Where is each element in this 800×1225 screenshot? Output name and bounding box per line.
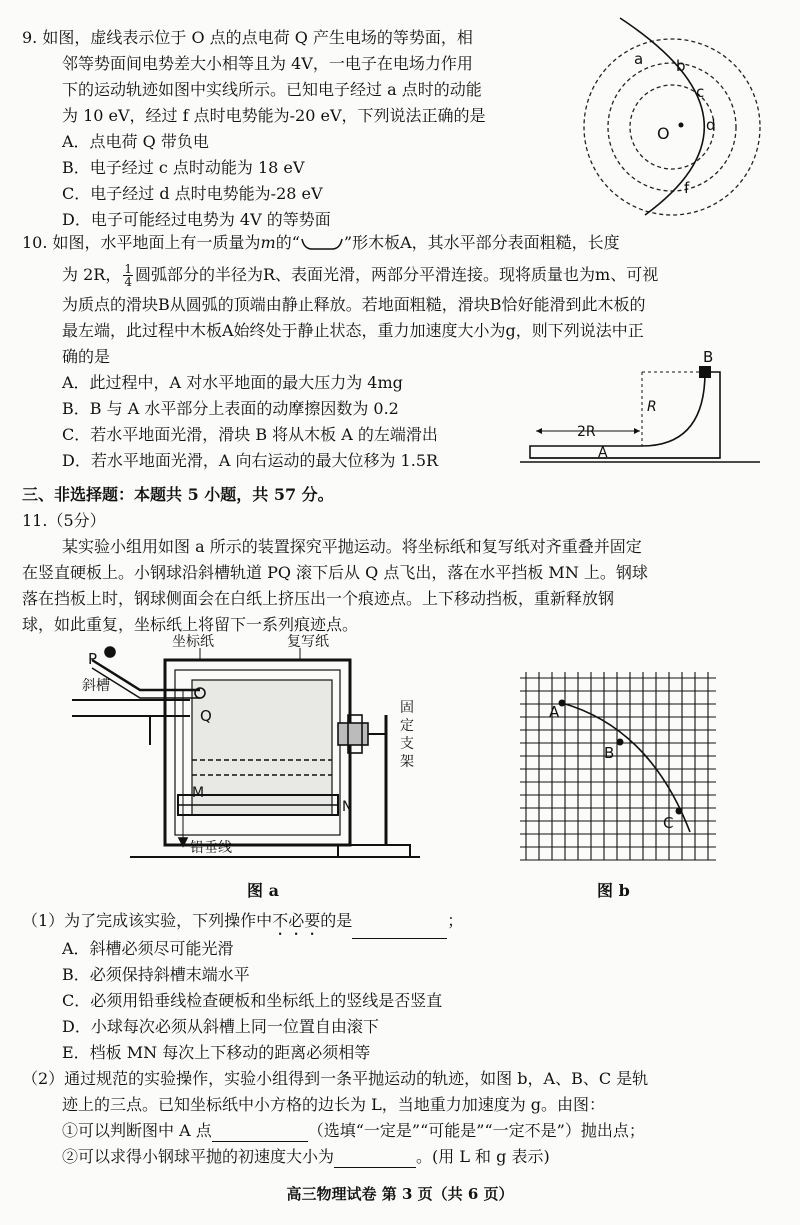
caption-figure-b: 图 b	[597, 881, 630, 900]
label-point-a: A	[549, 703, 560, 721]
trajectory-curve	[562, 703, 690, 832]
answer-blank-3[interactable]	[334, 1151, 416, 1168]
q11-intro-4: 球，如此重复，坐标纸上将留下一系列痕迹点。	[22, 615, 359, 634]
q11-intro-3: 落在挡板上时，钢球侧面会在白纸上挤压出一个痕迹点。上下移动挡板，重新释放钢	[22, 589, 615, 608]
q10-option-c: C．若水平地面光滑，滑块 B 将从木板 A 的左端滑出	[62, 425, 438, 444]
q10-line-2-a: 为 2R，	[62, 265, 122, 284]
q11-intro-1: 某实验小组用如图 a 所示的装置探究平抛运动。将坐标纸和复写纸对齐重叠并固定	[62, 537, 642, 556]
q9-line-4: 为 10 eV，经过 f 点时电势能为-20 eV，下列说法正确的是	[62, 106, 486, 125]
q9-line-3: 下的运动轨迹如图中实线所示。已知电子经过 a 点时的动能	[62, 80, 482, 99]
label-length: 2R	[577, 424, 596, 440]
q9-option-b: B．电子经过 c 点时动能为 18 eV	[62, 158, 305, 177]
label-plumb-line: 铅垂线	[190, 840, 232, 856]
q10-line-5: 确的是	[62, 347, 111, 366]
q11-p1-option-a: A．斜槽必须尽可能光滑	[62, 939, 234, 958]
q9-option-d: D．电子可能经过电势为 4V 的等势面	[62, 210, 331, 229]
q11-p1-option-b: B．必须保持斜槽末端水平	[62, 965, 250, 984]
q11-p1-option-c: C．必须用铅垂线检查硬板和坐标纸上的竖线是否竖直	[62, 991, 443, 1010]
page-footer: 高三物理试卷 第 3 页（共 6 页）	[286, 1185, 514, 1203]
label-n: N	[342, 799, 353, 815]
label-block-b: B	[703, 348, 714, 366]
q9-option-c: C．电子经过 d 点时电势能为-28 eV	[62, 184, 323, 203]
label-c: c	[696, 83, 705, 101]
q11-part2-q1: ①可以判断图中 A 点 （选填“一定是”“可能是”“一定不是”）抛出点；	[62, 1121, 645, 1140]
label-point-b: B	[604, 744, 615, 762]
q11-header: 11.（5分）	[22, 511, 106, 530]
label-coordinate-paper: 坐标纸	[172, 634, 214, 650]
label-point-c: C	[663, 814, 674, 832]
q11-part2-q2: ②可以求得小钢球平抛的初速度大小为 。(用 L 和 g 表示)	[62, 1147, 550, 1166]
point-a	[559, 700, 566, 707]
q10-line-1-b: 的“	[275, 233, 300, 252]
label-radius: R	[647, 399, 657, 415]
q10-line-1-c: ”形木板A，其水平部分表面粗糙，长度	[343, 233, 620, 252]
q10-option-d: D．若水平地面光滑，A 向右运动的最大位移为 1.5R	[62, 451, 439, 470]
q9-line-2: 邻等势面间电势差大小相等且为 4V，一电子在电场力作用	[62, 54, 473, 73]
label-stand-3: 支	[400, 736, 414, 752]
q11-p1-option-e: E．档板 MN 每次上下移动的距离必须相等	[62, 1043, 371, 1062]
q11-p1-option-d: D．小球每次必须从斜槽上同一位置自由滚下	[62, 1017, 379, 1036]
q10-line-4: 最左端，此过程中木板A始终处于静止状态，重力加速度大小为g，则下列说法中正	[62, 321, 644, 340]
label-incline: 斜槽	[82, 678, 110, 694]
label-stand-2: 定	[400, 718, 414, 734]
q10-mass: m	[260, 233, 276, 252]
q9-option-a: A．点电荷 Q 带负电	[62, 132, 209, 151]
label-f: f	[684, 179, 690, 197]
point-b	[617, 739, 624, 746]
label-q: Q	[200, 707, 212, 725]
q10-line-3: 为质点的滑块B从圆弧的顶端由静止释放。若地面粗糙，滑块B恰好能滑到此木板的	[62, 295, 646, 314]
point-c	[676, 808, 683, 815]
label-a: a	[634, 50, 644, 68]
label-m: M	[192, 785, 205, 801]
emphasis-not-necessary: 不必要	[272, 911, 321, 930]
q11-part2-line-1: （2）通过规范的实验操作，实验小组得到一条平抛运动的轨迹，如图 b，A、B、C 是轨	[22, 1069, 649, 1088]
caption-figure-a: 图 a	[247, 881, 279, 900]
q10-line-1-a: 10. 如图，水平地面上有一质量为	[22, 233, 261, 252]
answer-blank-1[interactable]	[352, 922, 447, 939]
q11-part2-line-2: 迹上的三点。已知坐标纸中小方格的边长为 L，当地重力加速度为 g。由图：	[62, 1095, 606, 1114]
label-o: O	[657, 124, 670, 143]
q10-option-b: B．B 与 A 水平部分上表面的动摩擦因数为 0.2	[62, 399, 399, 418]
q9-line-1: 9. 如图，虚线表示位于 O 点的点电荷 Q 产生电场的等势面，相	[22, 28, 473, 47]
label-b: b	[676, 57, 686, 75]
label-stand-1: 固	[400, 700, 414, 716]
q10-line-2-b: 圆弧部分的半径为R、表面光滑，两部分平滑连接。现将质量也为m、可视	[134, 265, 659, 284]
quarter-fraction: $\frac{1}{4}$	[124, 262, 132, 289]
section-3-heading: 三、非选择题：本题共 5 小题，共 57 分。	[22, 485, 334, 504]
q11-part1-stem: （1）为了完成该实验，下列操作中不必要的是 ；	[22, 910, 463, 939]
label-stand-4: 架	[400, 754, 414, 770]
label-d: d	[706, 116, 716, 134]
label-board-a: A	[598, 445, 608, 461]
label-carbon-paper: 复写纸	[287, 634, 329, 650]
q11-intro-2: 在竖直硬板上。小钢球沿斜槽轨道 PQ 滚下后从 Q 点飞出，落在水平挡板 MN 上。钢球	[22, 563, 648, 582]
answer-blank-2[interactable]	[212, 1125, 308, 1142]
label-p: P	[88, 650, 98, 668]
q10-option-a: A．此过程中，A 对水平地面的最大压力为 4mg	[62, 373, 403, 392]
